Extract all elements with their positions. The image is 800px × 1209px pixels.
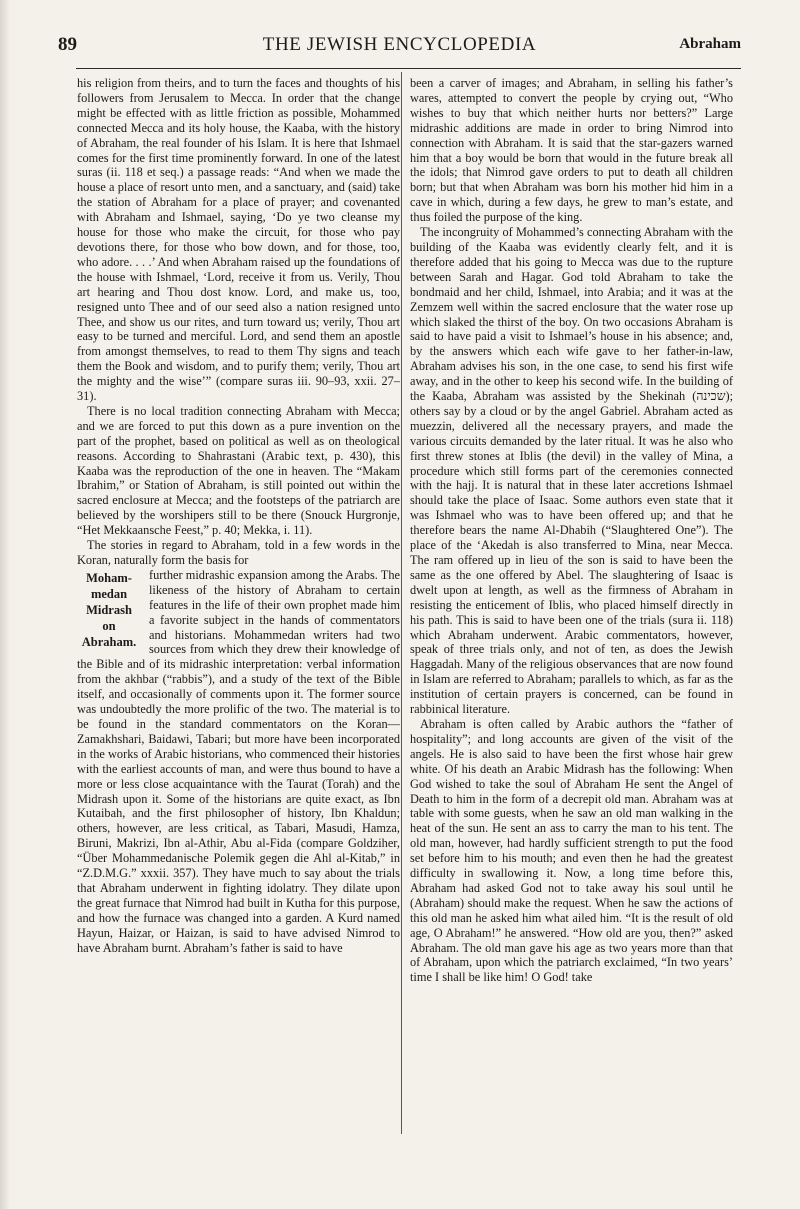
- marginal-heading-line: Midrash: [86, 602, 132, 617]
- column-divider: [401, 72, 402, 1134]
- right-paragraph-3: Abraham is often called by Arabic authors the “father of hospitality”; and long accounts are given of the visit of the angels. He is also said to have been the first whose hair grew white. Of his death an Arabic Midrash has the following: When God wished to take the soul of Abraham He sent the Angel of Death to him in the form of a decrepit old man. Abraham was at table with some guests, when he saw an old man walking in the heat of the sun. He sent an ass to carry the man to his tent. The old man, however, had hardly sufficient strength to put the food set before him to his mouth; and even then he had the greatest difficulty in swallowing it. Now, a long time before this, Abraham had asked God not to take away his soul until he (Abraham) should make the request. When he saw the actions of this old man he asked him what ailed him. “It is the result of old age, O Abraham!” he answered. “How old are you, then?” asked Abraham. The old man gave his age as two years more than that of Abraham, upon which the patriarch exclaimed, “In two years’ time I shall be like him! O God! take: [410, 716, 733, 985]
- left-paragraph-1: his religion from theirs, and to turn the faces and thoughts of his followers from Jerusalem to Mecca. In order that the change might be effected with as little friction as possible, Mohammed connected Mecca and its holy house, the Kaaba, with the history of Abraham, the real founder of his Islam. It is here that Ishmael comes for the first time prominently forward. In one of the latest suras (ii. 118 et seq.) a passage reads: “And when we made the house a place of resort unto men, and a sanctuary, and (said) take the station of Abraham for a place of prayer; and covenanted with Abraham and Ishmael, saying, ‘Do ye two cleanse my house for those who make the circuit, for those who pay devotions there, for those who bow down, and for those, too, who adore. . . .’ And when Abraham raised up the foundations of the house with Ishmael, ‘Lord, receive it from us. Verily, Thou art hearing and Thou dost know. Lord, and make us, too, resigned unto Thee and of our seed also a nation resigned unto Thee, and show us our rites, and turn toward us; verily, Thou art easy to be turned and merciful. Lord, and send them an apostle from amongst themselves, to read to them Thy signs and teach them the Book and wisdom, and to purify them; verily, Thou art the mighty and the wise’” (compare suras iii. 90–93, xxii. 27–31).: [77, 76, 400, 404]
- marginal-heading: [77, 570, 143, 650]
- marginal-heading-line: on: [102, 618, 116, 633]
- marginal-heading-line: Moham-: [86, 570, 132, 585]
- right-paragraph-1: been a carver of images; and Abraham, in selling his father’s wares, attempted to convert the people by crying out, “Who wishes to buy that which neither hurts nor betters?” Large midrashic additions are made in order to bring Nimrod into connection with Abraham. It is said that the star-gazers warned him that a boy would be born that would in the future break all the idols; that Nimrod gave orders to put to death all children born; but that when Abraham was born his mother hid him in a cave in which, during a few days, he grew to man’s estate, and thus foiled the purpose of the king.: [410, 76, 733, 225]
- left-paragraph-3-lead: The stories in regard to Abraham, told in a few words in the Koran, naturally form the basis for: [77, 538, 400, 567]
- page-number: 89: [58, 34, 77, 55]
- marginal-heading-line: Abraham.: [81, 634, 137, 649]
- header-rule: [76, 68, 741, 69]
- left-paragraph-3-rest: further midrashic expansion among the Arabs. The likeness of the history of Abraham to certain features in the life of their own prophet made him a favorite subject in the hands of commentators and historians. Mohammedan writers had two sources from which they drew their knowledge of the Bible and of its midrashic interpretation: verbal information from the akhbar (“rabbis”), and a study of the text of the Bible itself, and occasionally of comments upon it. The former source was undoubtedly the more prolific of the two. The material is to be found in the standard commentators on the Koran—Zamakhshari, Baidawi, Tabari; but more have been incorporated in the works of Arabic historians, who commenced their histories with the earliest accounts of man, and were thus bound to have a more or less close acquaintance with the Taurat (Torah) and the Midrash upon it. Some of the historians are quite exact, as Ibn Kutaibah, and the first philosopher of history, Ibn Khaldun; others, however, are less critical, as Tabari, Masudi, Hamza, Biruni, Makrizi, Ibn al-Athir, Abu al-Fida (compare Goldziher, “Über Mohammedanische Polemik gegen die Ahl al-Kitab,” in “Z.D.M.G.” xxxii. 357). They have much to say about the trials that Abraham underwent in fighting idolatry. They dilate upon the great furnace that Nimrod had built in Kutha for this purpose, and how the furnace was changed into a garden. A Kurd named Hayun, Haizar, or Haizan, is said to have advised Nimrod to have Abraham burnt. Abraham’s father is said to have: [77, 567, 400, 955]
- left-column: [77, 76, 400, 1136]
- marginal-heading-line: medan: [90, 586, 128, 601]
- page-header: [58, 32, 741, 58]
- page-edge-shadow: [0, 0, 10, 1209]
- left-paragraph-2: There is no local tradition connecting Abraham with Mecca; and we are forced to put this down as a pure invention on the part of the prophet, based on political as well as on theological reasons. According to Shahrastani (Arabic text, p. 430), this Kaaba was the reproduction of the one in heaven. The “Makam Ibrahim,” or Station of Abraham, is still pointed out within the sacred enclosure at Mecca; and the footsteps of the patriarch are believed by the worshipers still to be there (Snouck Hurgronje, “Het Mekkaansche Feest,” p. 40; Mekka, i. 11).: [77, 403, 400, 538]
- running-title: THE JEWISH ENCYCLOPEDIA: [262, 34, 537, 55]
- right-column: [410, 76, 733, 1136]
- running-headword: Abraham: [679, 36, 741, 52]
- right-paragraph-2: The incongruity of Mohammed’s connecting Abraham with the building of the Kaaba was evidently clearly felt, and it is therefore added that his going to Mecca was due to the rupture between Sarah and Hagar. God told Abraham to take the bondmaid and her child, Ishmael, into Arabia; and it was at the Zemzem well within the sacred enclosure that the water rose up which slaked the thirst of the boy. On two occasions Abraham is said to have paid a visit to Ishmael’s house in his absence; and, by the answers which each wife gave to her father-in-law, Abraham advises his son, in the one case, to send his first wife away, and in the other to keep his second wife. In the building of the Kaaba, Abraham was assisted by the Shekinah (שכינה); others say by a cloud or by the angel Gabriel. Abraham acted as muezzin, delivered all the necessary prayers, and made the various circuits demanded by the later ritual. It was he also who first threw stones at Iblis (the devil) in the valley of Mina, a procedure which still forms part of the ceremonies connected with the hajj. It is natural that in these later accretions Ishmael should take the place of Isaac. Some authors even state that it was Ishmael who was to have been offered up; and that he therefore bears the name Al-Dhabih (“Slaughtered One”). The place of the ‘Akedah is also transferred to Mina, near Mecca. The ram offered up in lieu of the son is said to have been the same as the one offered by Abel. The slaughtering of Isaac is dwelt upon at length, as well as the firmness of Abraham in resisting the enticement of Iblis, who placed himself directly in his path. This is said to have been one of the trials (sura ii. 118) which Abraham underwent. Arabic commentators, however, speak of three trials only, and not of ten, as does the Jewish Haggadah. Many of the religious observances that are now found in Islam are referred to Abraham; parallels to which, as far as the institution of certain prayers is concerned, can be found in rabbinical literature.: [410, 225, 733, 717]
